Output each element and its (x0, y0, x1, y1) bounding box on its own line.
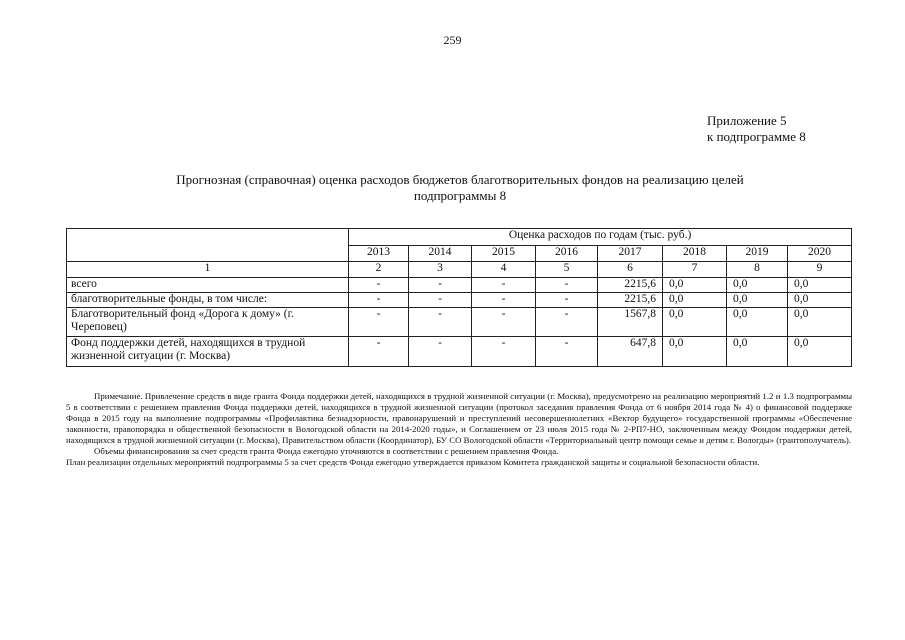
table-cell: 0,0 (663, 337, 727, 367)
note-paragraph: План реализации отдельных мероприятий подпрограммы 5 за счет средств Фонда ежегодно утверждается приказом Комитета гражданской защиты и социальной безопасности области. (66, 457, 760, 467)
appendix-line-1: Приложение 5 (707, 113, 787, 128)
table-cell: 0,0 (788, 278, 852, 293)
year-header: 2017 (598, 246, 663, 262)
year-header: 2014 (409, 246, 472, 262)
row-label: благотворительные фонды, в том числе: (67, 293, 349, 308)
column-number: 4 (472, 262, 536, 278)
table-group-header: Оценка расходов по годам (тыс. руб.) (349, 229, 852, 246)
budget-estimate-table (66, 228, 852, 367)
column-number: 1 (67, 262, 349, 278)
document-title-line-2: подпрограммы 8 (413, 188, 507, 203)
table-cell: - (472, 293, 536, 308)
row-label: Благотворительный фонд «Дорога к дому» (г. Череповец) (67, 308, 349, 337)
year-header: 2016 (536, 246, 598, 262)
table-cell: 0,0 (788, 293, 852, 308)
column-number: 3 (409, 262, 472, 278)
year-header: 2019 (727, 246, 788, 262)
table-cell: - (536, 293, 598, 308)
page-number: 259 (443, 33, 462, 47)
note-paragraph: Объемы финансирования за счет средств гранта Фонда ежегодно уточняются в соответствии с решением правления Фонда. (94, 446, 559, 456)
appendix-reference (707, 113, 806, 145)
table-cell: 0,0 (788, 308, 852, 337)
table-cell: - (409, 337, 472, 367)
table-row (67, 337, 852, 367)
table-cell: 0,0 (788, 337, 852, 367)
column-number: 9 (788, 262, 852, 278)
column-number: 7 (663, 262, 727, 278)
table-header-empty-cell (67, 229, 349, 262)
year-header: 2018 (663, 246, 727, 262)
table-cell: - (536, 308, 598, 337)
table-cell: 0,0 (663, 308, 727, 337)
table-cell: 0,0 (727, 278, 788, 293)
table-header-row (67, 229, 852, 246)
table-cell: 0,0 (727, 308, 788, 337)
table-cell: 0,0 (663, 293, 727, 308)
table-cell: 0,0 (727, 293, 788, 308)
year-header: 2020 (788, 246, 852, 262)
table-cell: - (472, 337, 536, 367)
year-header: 2013 (349, 246, 409, 262)
table-cell: - (409, 308, 472, 337)
table-cell: - (472, 278, 536, 293)
column-number: 8 (727, 262, 788, 278)
table-row (67, 278, 852, 293)
table-cell: 2215,6 (598, 278, 663, 293)
note-paragraph: Примечание. Привлечение средств в виде гранта Фонда поддержки детей, находящихся в трудной жизненной ситуации (г. Москва), предусмотрено на реализацию мероприятий 1.2 и 1.3 подпрограммы 5 в соответствии с решением правления Фонда поддержки детей, находящихся в трудной жизненной ситуации (протокол заседания правления Фонда от 6 ноября 2014 года № 4) о финансовой поддержке Фонда в 2015 году на выполнение подпрограммы «Профилактика безнадзорности, правонарушений и преступлений несовершеннолетних «Вектор будущего» государственной программы «Обеспечение законности, правопорядка и общественной безопасности в Вологодской области на 2014-2020 годы», и Соглашением от 23 июля 2015 года № 2-РП7-НО, заключенным между Фондом поддержки детей, находящихся в трудной жизненной ситуации (г. Москва), Правительством области (Координатор), БУ СО Вологодской области «Территориальный центр помощи семье и детям г. Вологды» (грантополучатель). (66, 391, 852, 445)
column-number: 6 (598, 262, 663, 278)
column-number: 2 (349, 262, 409, 278)
row-label: всего (67, 278, 349, 293)
table-column-numbers-row (67, 262, 852, 278)
table-cell: 1567,8 (598, 308, 663, 337)
appendix-line-2: к подпрограмме 8 (707, 129, 806, 144)
table-cell: 2215,6 (598, 293, 663, 308)
table-cell: - (409, 293, 472, 308)
table-cell: 0,0 (663, 278, 727, 293)
row-label: Фонд поддержки детей, находящихся в трудной жизненной ситуации (г. Москва) (67, 337, 349, 367)
year-header: 2015 (472, 246, 536, 262)
document-title-line-1: Прогнозная (справочная) оценка расходов бюджетов благотворительных фондов на реализацию целей (176, 172, 744, 187)
table-cell: 0,0 (727, 337, 788, 367)
table-cell: - (349, 308, 409, 337)
column-number: 5 (536, 262, 598, 278)
table-cell: - (536, 337, 598, 367)
table-cell: - (349, 337, 409, 367)
table-cell: - (349, 293, 409, 308)
table-cell: - (536, 278, 598, 293)
table-cell: - (349, 278, 409, 293)
table-cell: - (472, 308, 536, 337)
table-row (67, 308, 852, 337)
table-row (67, 293, 852, 308)
footnotes (66, 391, 852, 468)
document-title (100, 172, 820, 204)
table-cell: 647,8 (598, 337, 663, 367)
table-cell: - (409, 278, 472, 293)
